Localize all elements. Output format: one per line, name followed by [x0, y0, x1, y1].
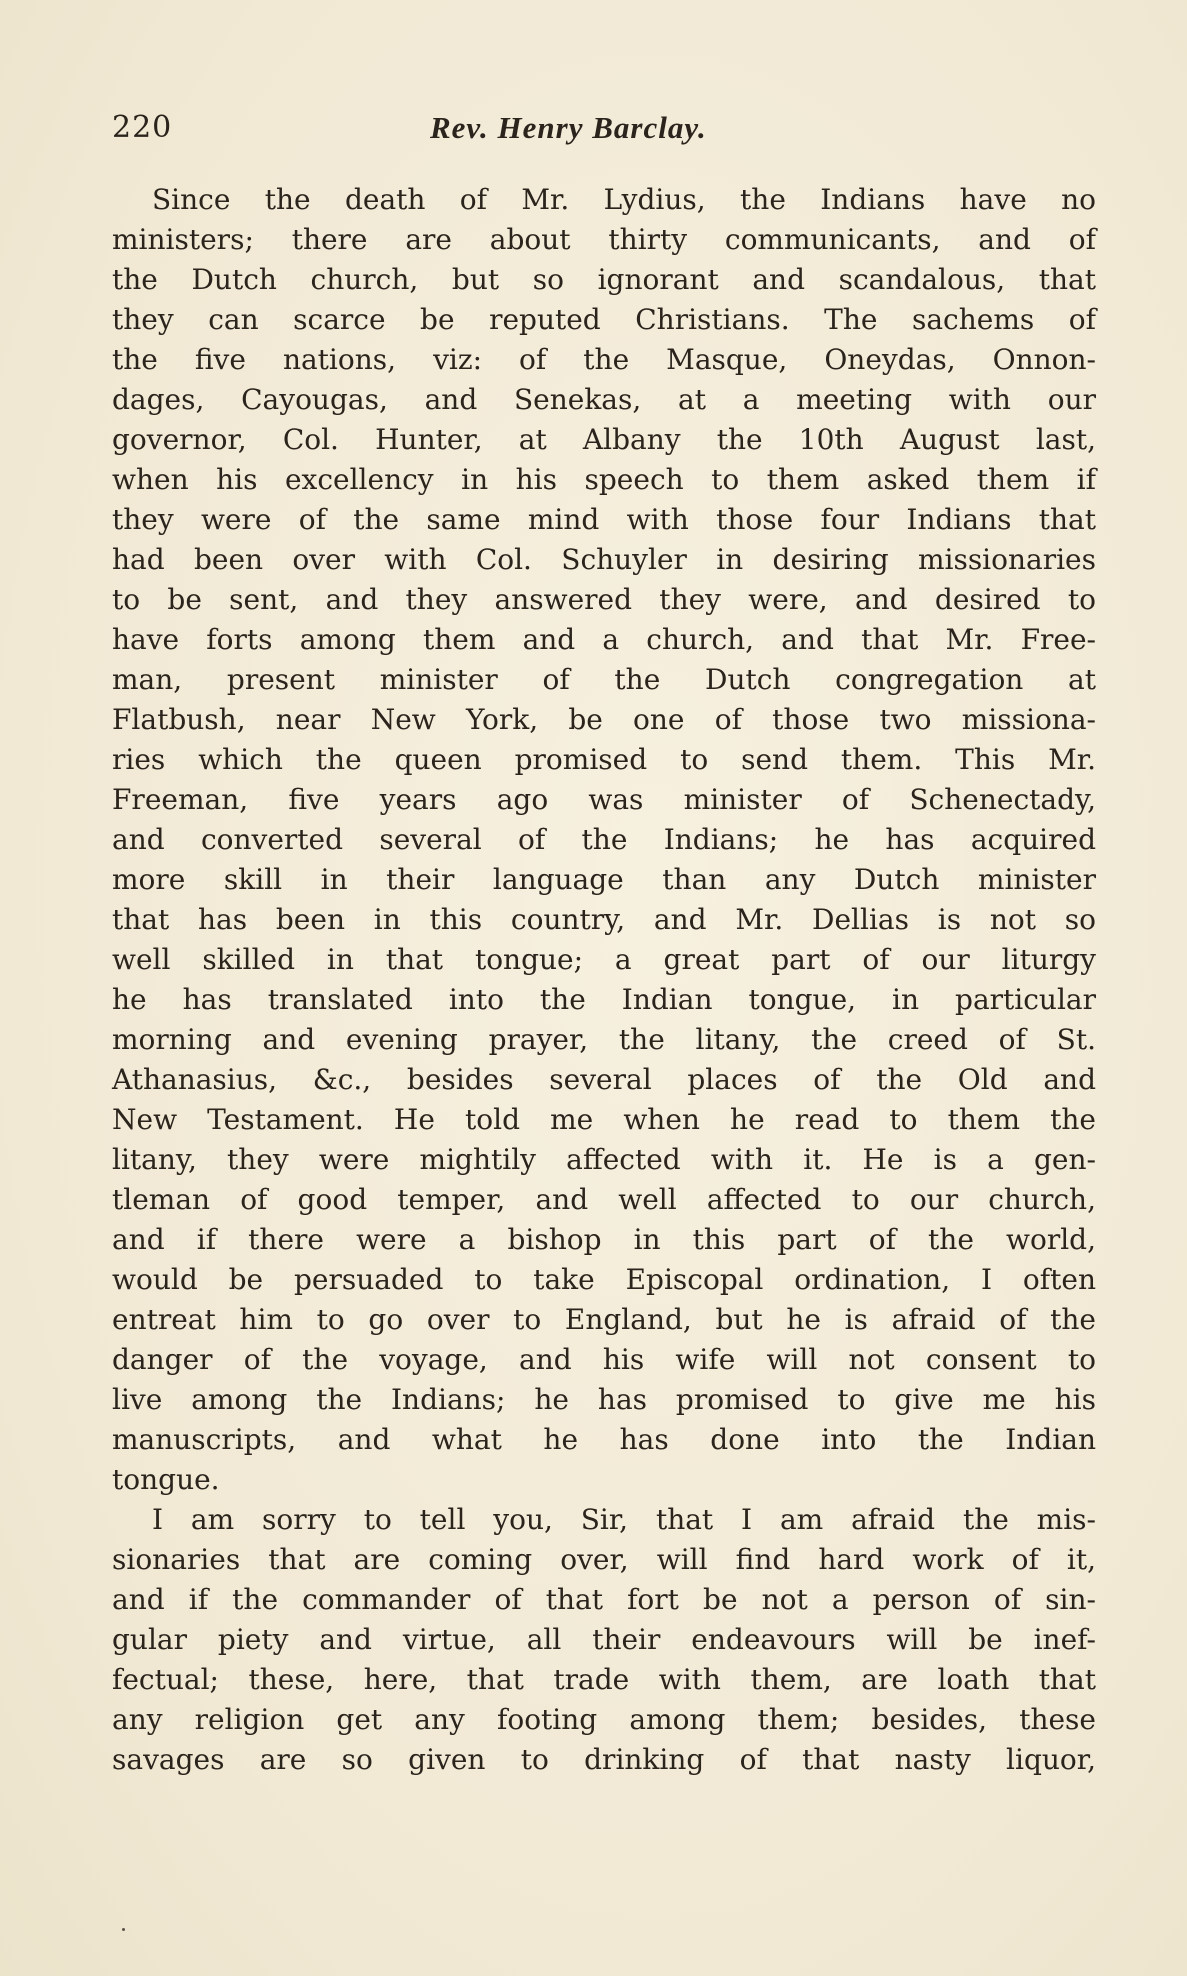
text-line: manuscripts, and what he has done into the Indian: [112, 1423, 1096, 1456]
text-line: and if there were a bishop in this part of the world,: [112, 1223, 1096, 1256]
text-line: ministers; there are about thirty communicants, and of: [112, 223, 1096, 256]
text-line: I am sorry to tell you, Sir, that I am afraid the mis-: [152, 1503, 1096, 1536]
text-line: well skilled in that tongue; a great part of our liturgy: [112, 943, 1096, 976]
text-line: Flatbush, near New York, be one of those two missiona-: [112, 703, 1096, 736]
running-title: Rev. Henry Barclay.: [430, 110, 707, 145]
text-line: when his excellency in his speech to them asked them if: [112, 463, 1096, 496]
text-line: tongue.: [112, 1463, 220, 1496]
text-line: Since the death of Mr. Lydius, the Indians have no: [152, 183, 1096, 216]
text-line: morning and evening prayer, the litany, the creed of St.: [112, 1023, 1096, 1056]
ink-speck: [122, 1928, 125, 1931]
text-line: and if the commander of that fort be not a person of sin-: [112, 1583, 1096, 1616]
text-line: Athanasius, &c., besides several places of the Old and: [112, 1063, 1096, 1096]
body-text: [112, 180, 1096, 1780]
text-line: more skill in their language than any Dutch minister: [112, 863, 1096, 896]
text-line: he has translated into the Indian tongue, in particular: [112, 983, 1096, 1016]
text-line: had been over with Col. Schuyler in desiring missionaries: [112, 543, 1096, 576]
text-line: dages, Cayougas, and Senekas, at a meeting with our: [112, 383, 1096, 416]
text-line: governor, Col. Hunter, at Albany the 10th August last,: [112, 423, 1096, 456]
text-line: the Dutch church, but so ignorant and scandalous, that: [112, 263, 1096, 296]
text-line: litany, they were mightily affected with it. He is a gen-: [112, 1143, 1096, 1176]
text-line: man, present minister of the Dutch congregation at: [112, 663, 1096, 696]
text-line: live among the Indians; he has promised to give me his: [112, 1383, 1096, 1416]
text-line: would be persuaded to take Episcopal ordination, I often: [112, 1263, 1096, 1296]
text-line: savages are so given to drinking of that nasty liquor,: [112, 1743, 1096, 1776]
page-header: [112, 110, 812, 160]
text-line: they can scarce be reputed Christians. The sachems of: [112, 303, 1096, 336]
text-line: to be sent, and they answered they were, and desired to: [112, 583, 1096, 616]
text-line: sionaries that are coming over, will find hard work of it,: [112, 1543, 1096, 1576]
text-line: danger of the voyage, and his wife will not consent to: [112, 1343, 1096, 1376]
text-line: that has been in this country, and Mr. Dellias is not so: [112, 903, 1096, 936]
text-line: tleman of good temper, and well affected to our church,: [112, 1183, 1096, 1216]
text-line: they were of the same mind with those four Indians that: [112, 503, 1096, 536]
page-number: 220: [112, 110, 173, 145]
text-line: and converted several of the Indians; he has acquired: [112, 823, 1096, 856]
text-line: any religion get any footing among them; besides, these: [112, 1703, 1096, 1736]
text-line: Freeman, five years ago was minister of Schenectady,: [112, 783, 1096, 816]
text-line: have forts among them and a church, and that Mr. Free-: [112, 623, 1096, 656]
text-line: New Testament. He told me when he read to them the: [112, 1103, 1096, 1136]
text-line: entreat him to go over to England, but he is afraid of the: [112, 1303, 1096, 1336]
text-line: gular piety and virtue, all their endeavours will be inef-: [112, 1623, 1096, 1656]
text-line: ries which the queen promised to send them. This Mr.: [112, 743, 1096, 776]
text-line: the five nations, viz: of the Masque, Oneydas, Onnon-: [112, 343, 1096, 376]
text-line: fectual; these, here, that trade with them, are loath that: [112, 1663, 1096, 1696]
